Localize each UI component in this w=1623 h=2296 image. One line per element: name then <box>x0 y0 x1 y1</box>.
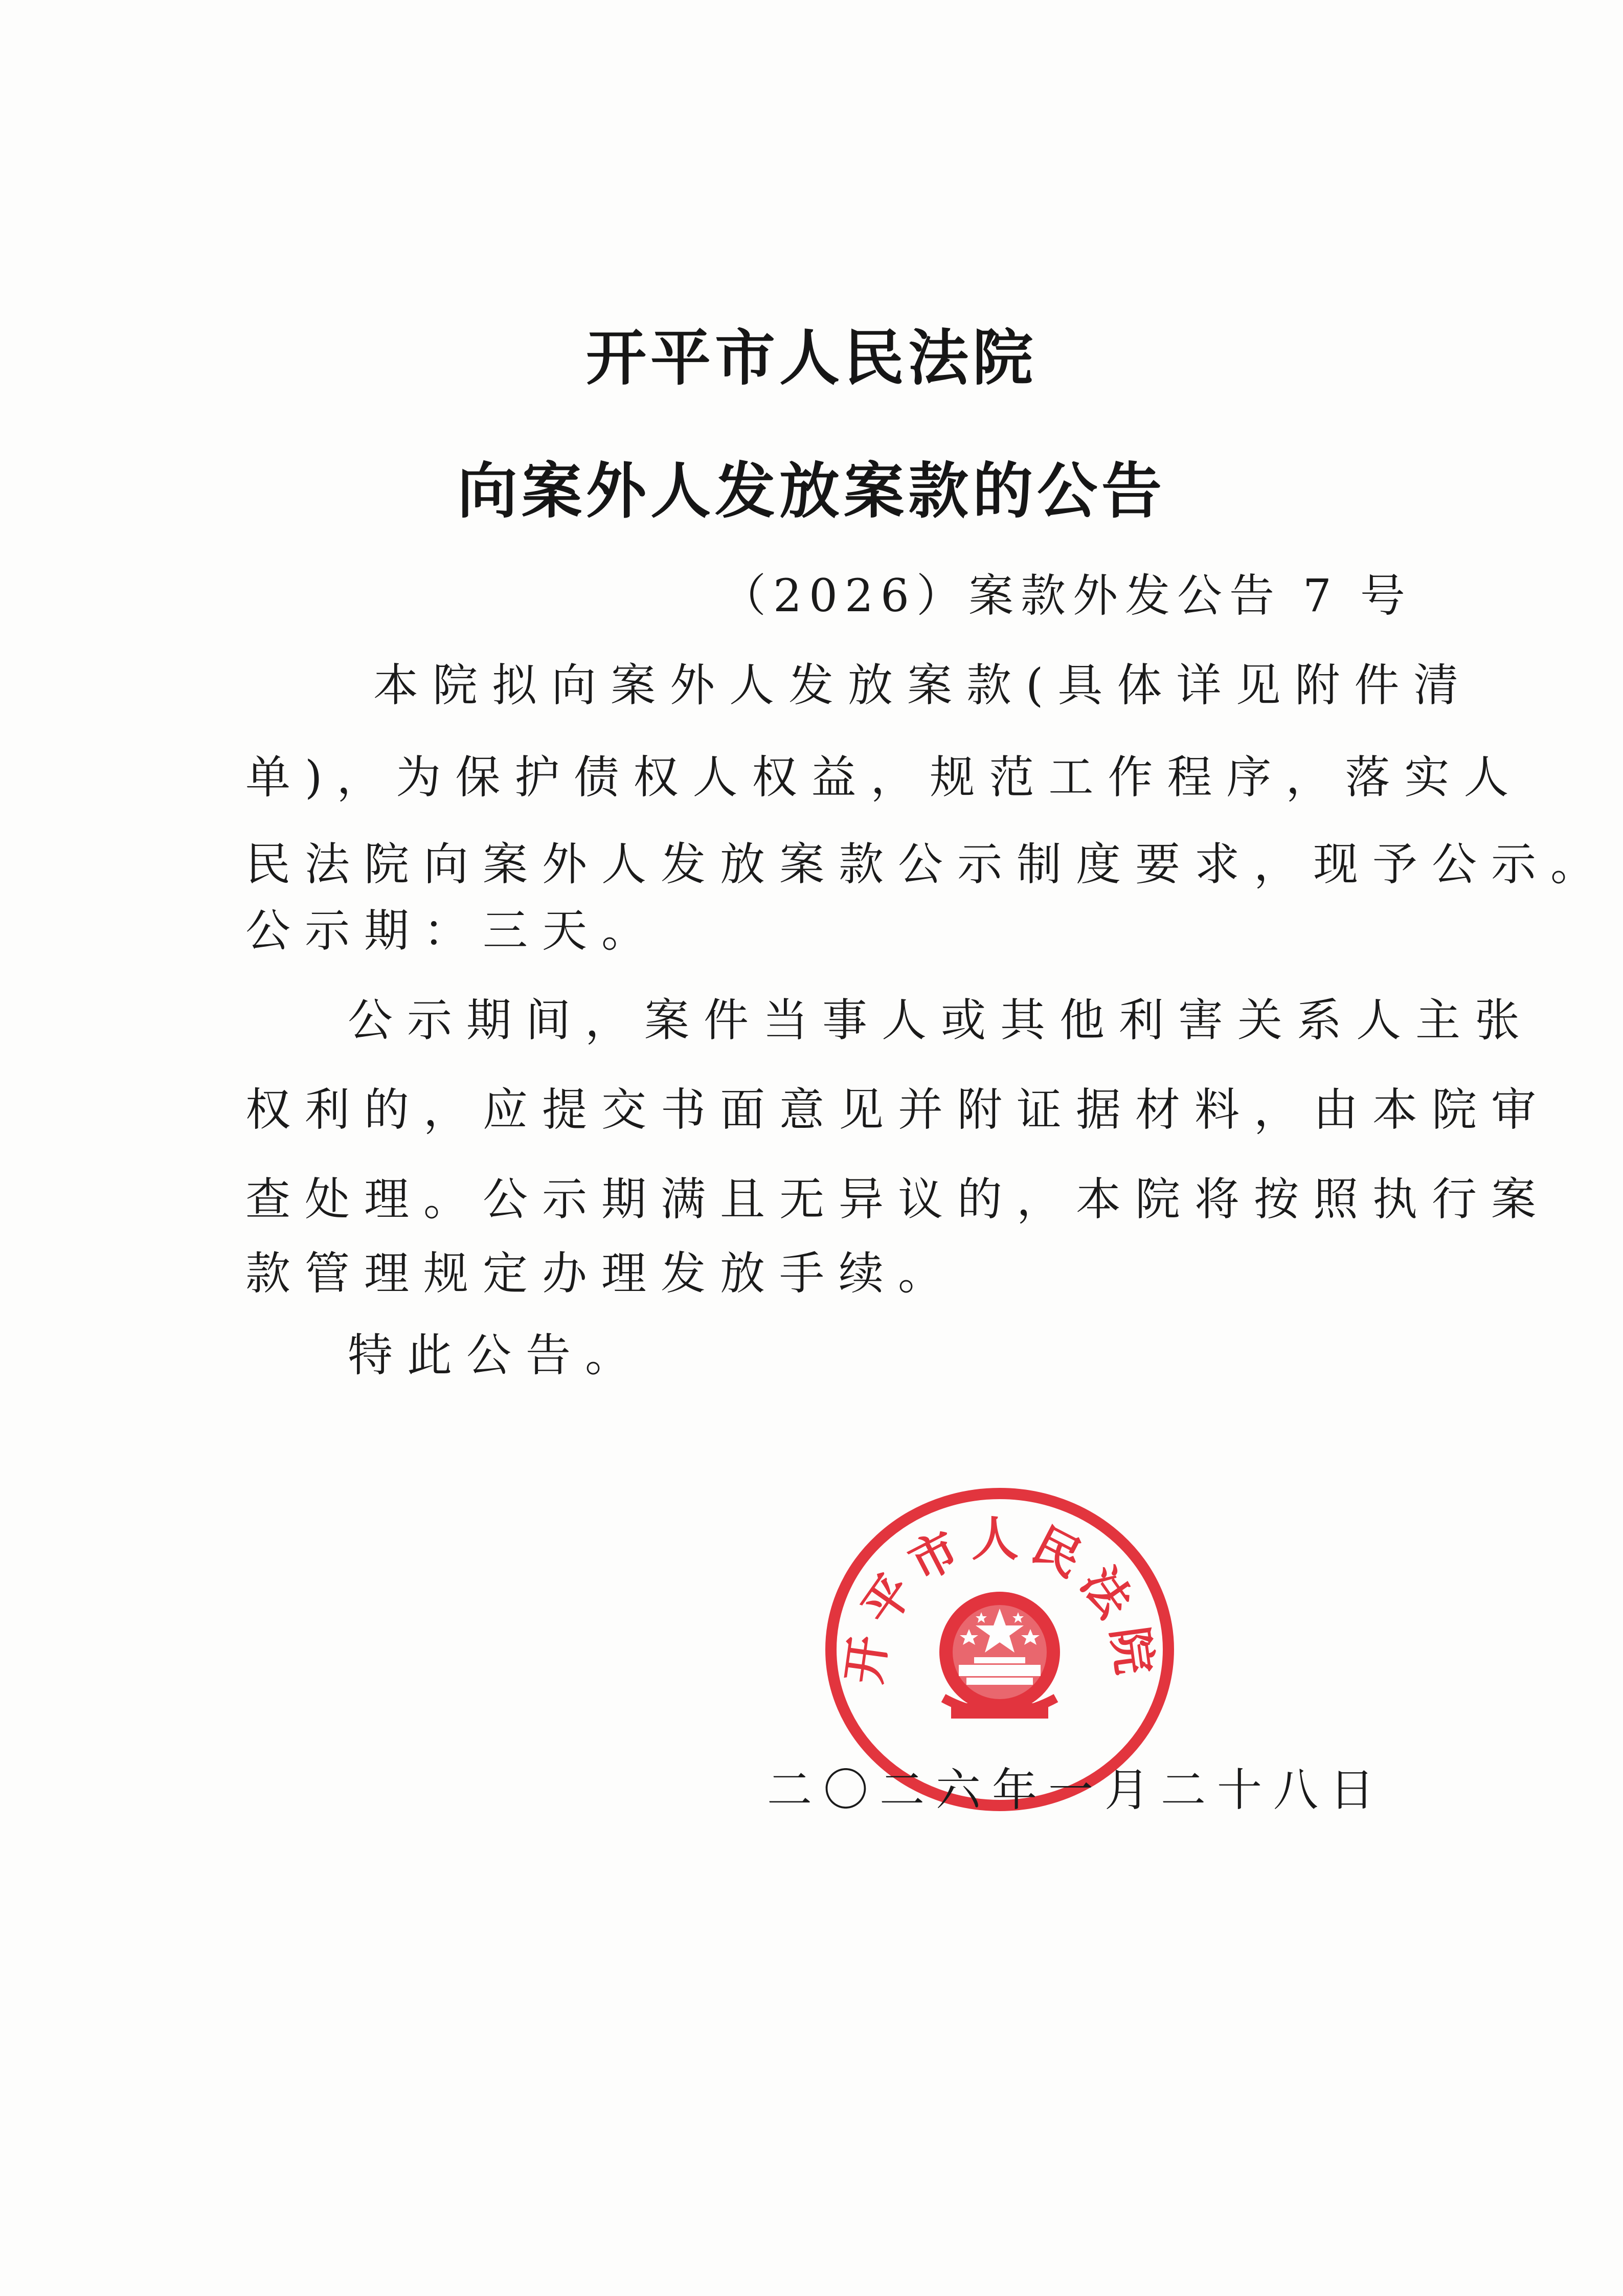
body-line-8: 款管理规定办理发放手续。 <box>245 1247 958 1300</box>
svg-text:开平市人民法院: 开平市人民法院 <box>836 1511 1164 1687</box>
body-line-3: 民法院向案外人发放案款公示制度要求，现予公示。 <box>245 838 1610 890</box>
issue-date: 二〇二六年一月二十八日 <box>767 1764 1386 1816</box>
closing-statement: 特此公告。 <box>348 1329 645 1381</box>
body-line-2: 单)，为保护债权人权益，规范工作程序，落实人 <box>245 751 1523 804</box>
body-line-4: 公示期：三天。 <box>245 904 661 957</box>
body-line-6: 权利的，应提交书面意见并附证据材料，由本院审 <box>245 1083 1551 1136</box>
body-line-1: 本院拟向案外人发放案款(具体详见附件清 <box>373 659 1473 711</box>
body-line-7: 查处理。公示期满且无异议的，本院将按照执行案 <box>245 1173 1551 1225</box>
notice-title: 向案外人发放案款的公告 <box>457 456 1166 526</box>
body-line-5: 公示期间，案件当事人或其他利害关系人主张 <box>348 994 1535 1046</box>
document-number: （2026）案款外发公告 7 号 <box>721 569 1412 622</box>
court-name-title: 开平市人民法院 <box>585 323 1037 393</box>
